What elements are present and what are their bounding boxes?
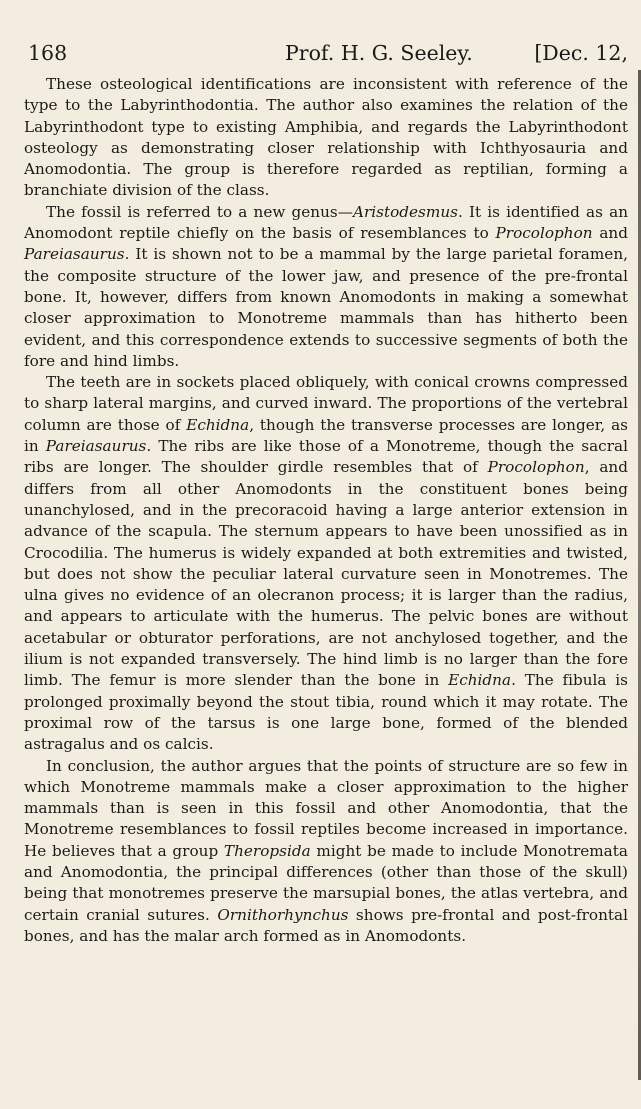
text-run: . The fibula is prolonged proximally beyond the stout tibia, round which it may rotate. The proximal row of the tarsus is one large bone, formed of the blended astragalus and os calcis. bbox=[24, 671, 628, 754]
running-header bbox=[24, 38, 628, 74]
text-run: . The ribs are like those of a Monotreme, though the sacral ribs are longer. The shoulder girdle resembles that of bbox=[24, 437, 628, 477]
paragraph bbox=[24, 372, 628, 755]
italic-term: Theropsida bbox=[223, 841, 311, 860]
page bbox=[24, 38, 628, 947]
text-run: , though the transverse processes are longer, as in bbox=[24, 415, 628, 456]
paragraph bbox=[24, 74, 628, 202]
running-date: [Dec. 12, bbox=[534, 41, 628, 65]
italic-term: Pareiasaurus bbox=[45, 437, 147, 456]
text-run: . It is identified as an Anomodont reptile chiefly on the basis of resemblances to bbox=[24, 202, 629, 243]
paragraph bbox=[24, 756, 628, 948]
text-run: . It is shown not to be a mammal by the large parietal foramen, the composite structure of the lower jaw, and presence of the pre-frontal bone. It, however, differs from known Anomodonts in making a somewhat closer approximation to Monotreme mammals than has hitherto been evident, and this correspondence extends to successive segments of both the fore and hind limbs. bbox=[24, 245, 628, 370]
article-body bbox=[24, 74, 628, 947]
italic-term: Pareiasaurus bbox=[24, 245, 125, 264]
running-title: Prof. H. G. Seeley. bbox=[285, 41, 473, 65]
text-run: shows pre-frontal and post-frontal bones, and has the malar arch formed as in Anomodonts. bbox=[24, 905, 629, 945]
text-run: , and differs from all other Anomodonts in the constituent bones being unanchylosed, and in the precoracoid having a large anterior extension in advance of the scapula. The sternum appears to have been unossified as in Crocodilia. The humerus is widely expanded at both extremities and twisted, but does not show the peculiar lateral curvature seen in Monotremes. The ulna gives no evidence of an olecranon process; it is larger than the radius, and appears to articulate with the humerus. The pelvic bones are without acetabular or obturator perforations, are not anchylosed together, and the ilium is not expanded transversely. The hind limb is no larger than the fore limb. The femur is more slender than the bone in bbox=[24, 458, 628, 690]
text-run: In conclusion, the author argues that the points of structure are so few in which Monotreme mammals make a closer approximation to the higher mammals than is seen in this fossil and other Anomodontia, that the Monotreme resemblances to fossil reptiles become increased in importance. He believes that a group bbox=[24, 756, 628, 860]
italic-term: Echidna bbox=[448, 671, 512, 690]
italic-term: Aristodesmus bbox=[352, 202, 458, 221]
italic-term: Ornithorhynchus bbox=[217, 905, 349, 924]
page-number: 168 bbox=[28, 41, 68, 65]
text-run: The fossil is referred to a new genus— bbox=[46, 202, 353, 221]
text-run: The teeth are in sockets placed obliquely, with conical crowns compressed to sharp lateral margins, and curved inward. The proportions of the vertebral column are those of bbox=[24, 373, 628, 434]
italic-term: Procolophon bbox=[487, 458, 585, 477]
paragraph bbox=[24, 202, 628, 372]
text-run: might be made to include Monotremata and Anomodontia, the principal differences (other than those of the skull) being that monotremes preserve the marsupial bones, the atlas vertebra, and certain cranial sutures. bbox=[24, 841, 628, 924]
text-run: and bbox=[592, 224, 628, 243]
text-run: These osteological identifications are inconsistent with reference of the type to the Labyrinthodontia. The author also examines the relation of the Labyrinthodont type to existing Amphibia, and regards the Labyrinthodont osteology as demonstrating closer relationship with Ichthyosauria and Anomodontia. The group is therefore regarded as reptilian, forming a branchiate division of the class. bbox=[24, 75, 628, 200]
italic-term: Procolophon bbox=[495, 224, 593, 243]
italic-term: Echidna bbox=[186, 415, 250, 434]
